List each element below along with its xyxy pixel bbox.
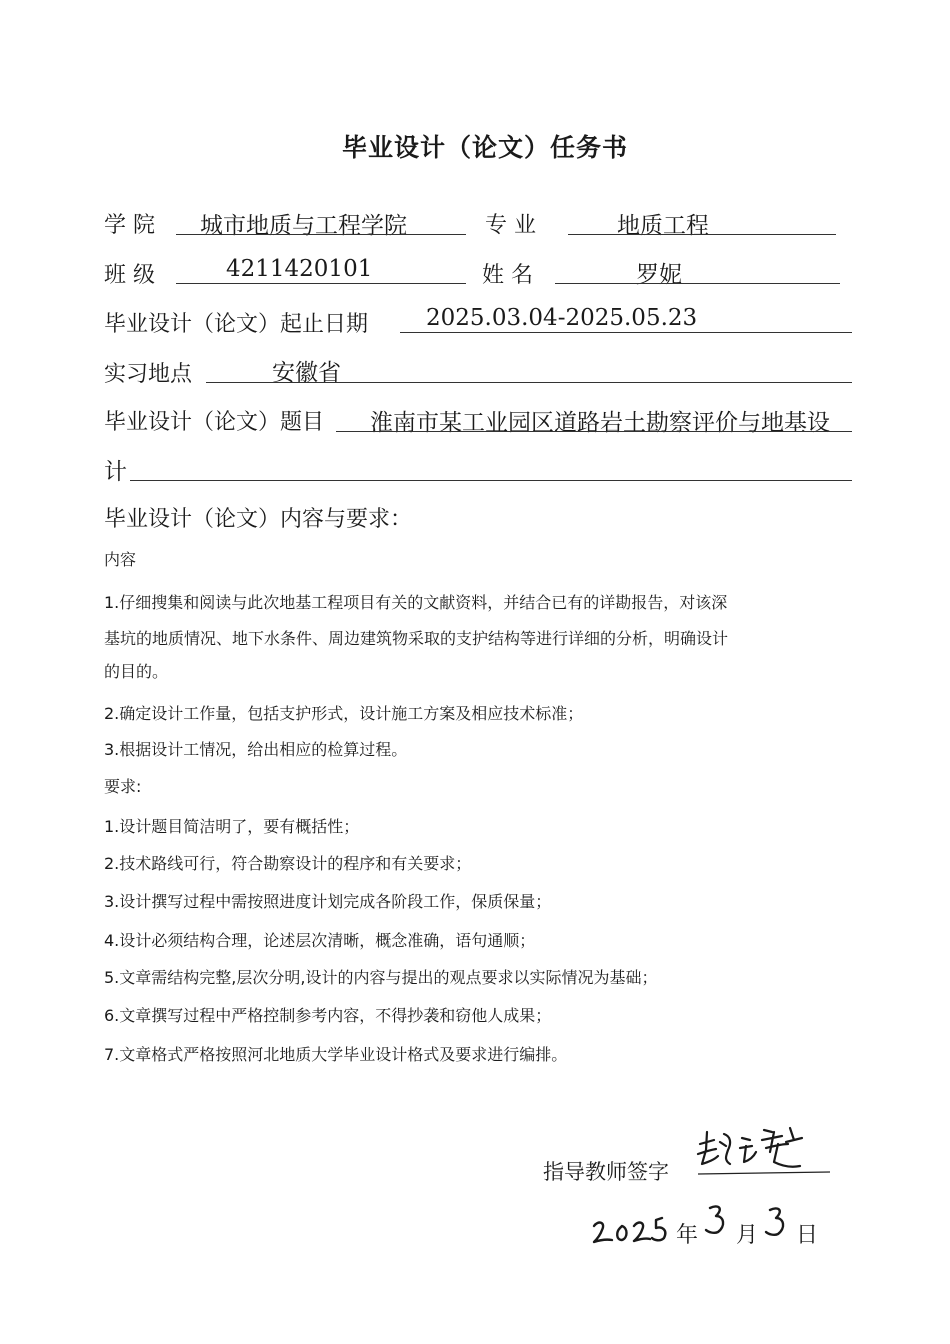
content-line: 2.技术路线可行，符合勘察设计的程序和有关要求； — [104, 854, 472, 873]
dates-label: 毕业设计（论文）起止日期 — [104, 312, 369, 337]
handwritten-signature — [690, 1120, 835, 1190]
document-title: 毕业设计（论文）任务书 — [341, 133, 628, 162]
content-line: 2.确定设计工作量，包括支护形式，设计施工方案及相应技术标准； — [104, 704, 584, 723]
date-year-char: 年 — [676, 1223, 699, 1248]
date-month-char: 月 — [736, 1223, 759, 1248]
college-underline — [176, 234, 466, 235]
college-label: 学 院 — [104, 213, 155, 238]
content-line: 5.文章需结构完整,层次分明,设计的内容与提出的观点要求以实际情况为基础； — [104, 968, 658, 987]
name-value: 罗妮 — [636, 262, 682, 288]
topic-underline-1 — [336, 431, 852, 432]
name-label: 姓 名 — [482, 263, 533, 288]
dates-underline — [400, 332, 852, 333]
content-line: 3.设计撰写过程中需按照进度计划完成各阶段工作，保质保量； — [104, 892, 552, 911]
content-line: 内容 — [104, 550, 137, 569]
advisor-signature-label: 指导教师签字 — [543, 1160, 669, 1184]
content-line: 要求: — [104, 777, 142, 796]
content-line: 7.文章格式严格按照河北地质大学毕业设计格式及要求进行编排。 — [104, 1045, 568, 1064]
location-label: 实习地点 — [104, 362, 193, 387]
class-underline — [176, 283, 466, 284]
content-line: 3.根据设计工情况，给出相应的检算过程。 — [104, 740, 408, 759]
content-line: 基坑的地质情况、地下水条件、周边建筑物采取的支护结构等进行详细的分析，明确设计 — [104, 629, 729, 648]
dates-value: 2025.03.04-2025.05.23 — [426, 305, 698, 331]
date-day-char: 日 — [796, 1223, 819, 1248]
content-line: 6.文章撰写过程中严格控制参考内容，不得抄袭和窃他人成果； — [104, 1006, 552, 1025]
topic-value-line2: 计 — [104, 459, 127, 485]
topic-value-line1: 淮南市某工业园区道路岩土勘察评价与地基设 — [370, 410, 830, 436]
major-value: 地质工程 — [617, 213, 709, 239]
college-value: 城市地质与工程学院 — [200, 213, 407, 239]
location-value: 安徽省 — [272, 360, 341, 386]
content-line: 的目的。 — [104, 662, 169, 681]
topic-label: 毕业设计（论文）题目 — [104, 410, 325, 435]
major-underline — [568, 234, 836, 235]
major-label: 专 业 — [485, 213, 536, 238]
handwritten-date — [590, 1196, 820, 1256]
class-label: 班 级 — [104, 263, 155, 288]
class-value: 4211420101 — [226, 256, 373, 282]
content-line: 1.仔细搜集和阅读与此次地基工程项目有关的文献资料，并结合已有的详勘报告，对该深 — [104, 593, 728, 612]
content-line: 4.设计必须结构合理，论述层次清晰，概念准确，语句通顺； — [104, 931, 536, 950]
content-heading: 毕业设计（论文）内容与要求： — [104, 507, 413, 532]
topic-underline-2 — [130, 480, 852, 481]
content-line: 1.设计题目简洁明了，要有概括性； — [104, 817, 360, 836]
name-underline — [555, 283, 840, 284]
location-underline — [206, 382, 852, 383]
